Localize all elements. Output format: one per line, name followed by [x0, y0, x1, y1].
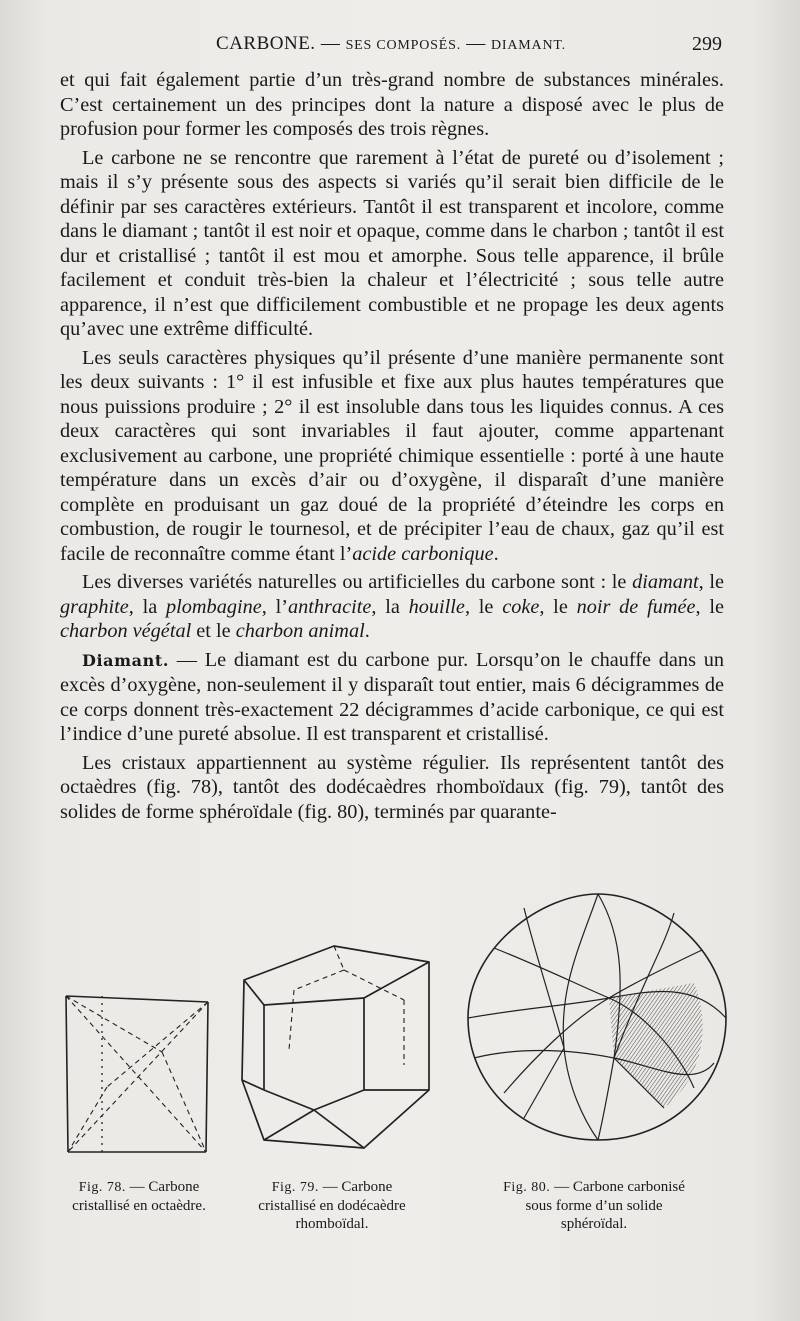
running-header	[60, 33, 722, 59]
paragraph	[60, 648, 724, 747]
italic-term: charbon végétal	[60, 620, 192, 642]
italic-term: acide carbonique	[352, 542, 494, 565]
paragraph	[60, 68, 724, 142]
text-segment: , le	[698, 571, 724, 593]
figure-79-caption	[242, 1178, 422, 1233]
italic-term: plombagine	[165, 595, 262, 618]
text-segment: , le	[539, 595, 577, 618]
dodecahedron-figure	[234, 940, 434, 1155]
paragraph	[60, 146, 724, 342]
figure-80-label: Fig. 80.	[503, 1180, 551, 1195]
paragraph	[60, 751, 724, 825]
section-lead-word: Diamant.	[82, 650, 170, 670]
italic-term: coke	[502, 595, 540, 618]
figure-80-caption	[494, 1178, 694, 1233]
text-segment: Les seuls caractères physiques qu’il présente d’une manière permanente sont les deux suivants : 1° il est infusible et fixe aux plus hautes températures que nous puissions produire ; 2° il est insoluble dans tous les liquides connus. A ces deux caractères qui sont invariables il faut ajouter, comme appartenant exclusivement au carbone, une propriété chimique essentielle : porté à une haute température dans un excès d’air ou d’oxygène, il disparaît d’une manière complète en produisant un gaz doué de la propriété d’éteindre les corps en combustion, de rougir le tournesol, et de précipiter l’eau de chaux, gaz qu’il est facile de reconnaître comme étant l’	[60, 346, 724, 565]
figure-79-caption-text: — Carbone cristallisé en dodécaèdre rhomboïdal.	[258, 1179, 406, 1232]
italic-term: noir de fumée	[576, 595, 696, 618]
text-segment: et le	[191, 620, 236, 642]
text-segment: Les cristaux appartiennent au système régulier. Ils représentent tantôt des octaèdres (fig. 78), tantôt des dodécaèdres rhomboïdaux (fig. 79), tantôt des solides de forme sphéroïdale (fig. 80), terminés par quarante-	[60, 751, 724, 823]
text-segment: , la	[371, 595, 409, 618]
text-segment: , le	[695, 595, 724, 618]
header-title-main: CARBONE.	[216, 33, 316, 54]
figure-78-caption-text: — Carbone cristallisé en octaèdre.	[72, 1179, 206, 1214]
paragraph	[60, 570, 724, 644]
figure-80-caption-text: — Carbone carbonisé sous forme d’un solide sphéroïdal.	[525, 1179, 685, 1232]
italic-term: houille	[408, 595, 465, 618]
header-subtitle-compounds: SES COMPOSÉS.	[345, 38, 462, 53]
body-text	[60, 68, 724, 828]
spheroid-figure	[464, 888, 732, 1148]
header-separator: —	[461, 33, 492, 54]
header-subtitle-diamond: DIAMANT.	[491, 38, 566, 53]
text-segment: — Le diamant est du carbone pur. Lorsqu’on le chauffe dans un excès d’oxygène, non-seulement il y disparaît tout entier, mais 6 décigrammes de ce corps donnent très-exactement 22 décigrammes d’acide carbonique, ce qui est l’indice d’une pureté absolue. Il est transparent et cristallisé.	[60, 648, 724, 745]
paragraph	[60, 346, 724, 567]
italic-term: anthracite	[287, 595, 372, 618]
text-segment: .	[364, 620, 370, 642]
figure-78-label: Fig. 78.	[78, 1180, 126, 1195]
page-number: 299	[692, 33, 722, 55]
figures-row	[56, 880, 736, 1240]
text-segment: Les diverses variétés naturelles ou artificielles du carbone sont : le	[82, 571, 633, 593]
text-segment: , l’	[261, 595, 288, 618]
text-segment: et qui fait également partie d’un très-grand nombre de substances minérales. C’est certainement un des principes dont la nature a disposé avec le plus de profusion pour former les composés des trois règnes.	[60, 69, 724, 140]
header-separator: —	[315, 33, 346, 54]
text-segment: , le	[464, 595, 503, 618]
octahedron-figure	[62, 992, 212, 1162]
italic-term: diamant	[632, 571, 699, 593]
italic-term: graphite	[60, 595, 129, 618]
text-segment: .	[493, 542, 499, 565]
figure-78-caption	[64, 1178, 214, 1215]
text-segment: Le carbone ne se rencontre que rarement à l’état de pureté ou d’isolement ; mais il s’y présente sous des aspects si variés qu’il serait bien difficile de le définir par ses caractères extérieurs. Tantôt il est transparent et incolore, comme dans le diamant ; tantôt il est noir et opaque, comme dans le charbon ; tantôt il est dur et cristallisé ; tantôt il est mou et amorphe. Sous telle apparence, il brûle facilement et conduit très-bien la chaleur et l’électricité ; sous telle autre apparence, il n’est que difficilement combustible et ne propage les deux agents qu’avec une extrême difficulté.	[60, 146, 724, 340]
italic-term: charbon animal	[235, 620, 365, 642]
running-title	[60, 33, 722, 55]
figure-79-label: Fig. 79.	[271, 1180, 319, 1195]
text-segment: , la	[128, 595, 166, 618]
